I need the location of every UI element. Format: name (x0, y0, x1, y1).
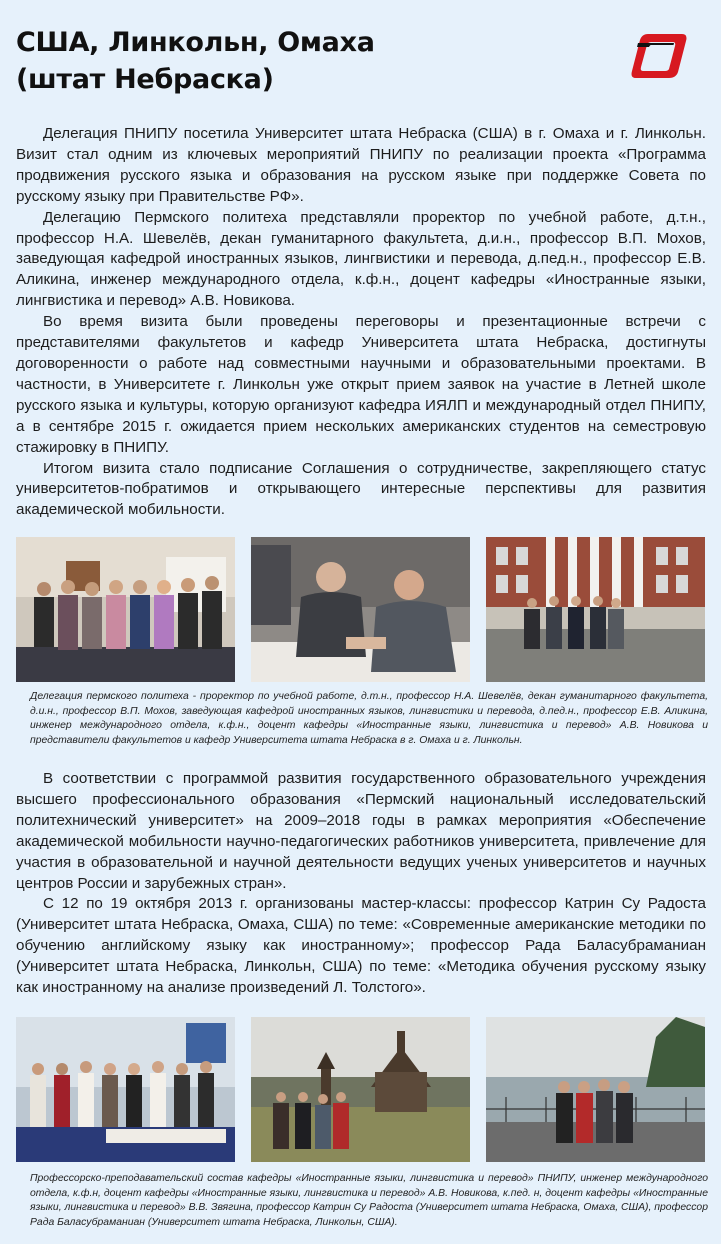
paragraph: Итогом визита стало подписание Соглашения о сотрудничестве, закрепляющего статус университетов-побратимов и открывающего интересные перспективы для развития академической мобильности. (16, 459, 706, 519)
paragraph: В соответствии с программой развития государственного образовательного учреждения высшего профессионального образования «Пермский национальный исследовательский политехнический университет» на 2009–2018 годы в рамках мероприятия «Обеспечение академической мобильности научно-педагогических работников университета, привлечение для участия в образовательной и научной деятельности ведущих ученых университетов и научных центров России и зарубежных стран». (16, 770, 706, 892)
page-title (16, 24, 576, 98)
title-line-2: (штат Небраска) (16, 64, 274, 95)
photo-faculty-group (16, 1017, 235, 1162)
photo-caption-2: Профессорско-преподавательский состав кафедры «Иностранные языки, лингвистика и перевод» ПНИПУ, инженер международного отдела, к.ф.н, доцент кафедры «Иностранные языки, лингвистика и перевод» А.В. Новикова, к.пед. н, доцент кафедры «Иностранные языки, лингвистика и перевод» В.В. Звягина, профессор Катрин Су Радоста (Университет штата Небраска, Омаха, США), профессор Рада Баласубраманиан (Университет штата Небраска, Линкольн, США). (30, 1173, 708, 1228)
photo-signing-agreement (251, 537, 470, 682)
section-1-text (16, 124, 706, 521)
section-2-text (16, 769, 706, 999)
paragraph: Во время визита были проведены переговоры и презентационные встречи с представителями факультетов и кафедр Университета штата Небраска, достигнуты договоренности о работе над совместными научными и образовательными проектами. В частности, в Университете г. Линкольн уже открыт прием заявок на участие в Летней школе русского языка и культуры, которую организуют кафедра ИЯЛП и международный отдел ПНИПУ, а в сентябре 2015 г. ожидается прием нескольких американских студентов на семестровую стажировку в ПНИПУ. (16, 313, 706, 456)
photo-riverside (486, 1017, 705, 1162)
paragraph: С 12 по 19 октября 2013 г. организованы мастер-классы: профессор Катрин Су Радоста (Университет штата Небраска, Омаха, США) по теме: «Современные американские методики по обучению английскому языку как иностранному»; профессор Рада Баласубраманиан (Университет штата Небраска, Линкольн, США) по теме: «Методика обучения русскому языку как иностранному на анализе произведений Л. Толстого». (16, 895, 706, 997)
photo-delegation-group (16, 537, 235, 682)
title-line-1: США, Линкольн, Омаха (16, 27, 375, 58)
pnipu-logo-icon (628, 28, 688, 82)
photo-caption-1: Делегация пермского политеха - проректор по учебной работе, д.т.н., профессор Н.А. Шевелёв, декан гуманитарного факультета, д.и.н., профессор В.П. Мохов, заведующая кафедрой иностранных языков, лингвистики и перевода, д.пед.н., профессор Е.В. Аликина, инженер международного отдела, к.ф.н., доцент кафедры «Иностранные языки, лингвистика и перевод» А.В. Новикова и представители факультетов и кафедр Университета штата Небраска в г. Омаха и г. Линкольн. (30, 691, 708, 746)
photo-university-building (486, 537, 705, 682)
photo-wooden-church (251, 1017, 470, 1162)
paragraph: Делегация ПНИПУ посетила Университет штата Небраска (США) в г. Омаха и г. Линкольн. Визит стал одним из ключевых мероприятий ПНИПУ по реализации проекта «Программа продвижения русского языка и образования на русском языке при поддержке Совета по русскому языку при Правительстве РФ». (16, 125, 706, 205)
paragraph: Делегацию Пермского политеха представляли проректор по учебной работе, д.т.н., профессор Н.А. Шевелёв, декан гуманитарного факультета, д.и.н., профессор В.П. Мохов, заведующая кафедрой иностранных языков, лингвистики и перевода, д.пед.н., профессор Е.В. Аликина, инженер международного отдела, к.ф.н., доцент кафедры «Иностранные языки, лингвистика и перевод» А.В. Новикова. (16, 208, 706, 310)
